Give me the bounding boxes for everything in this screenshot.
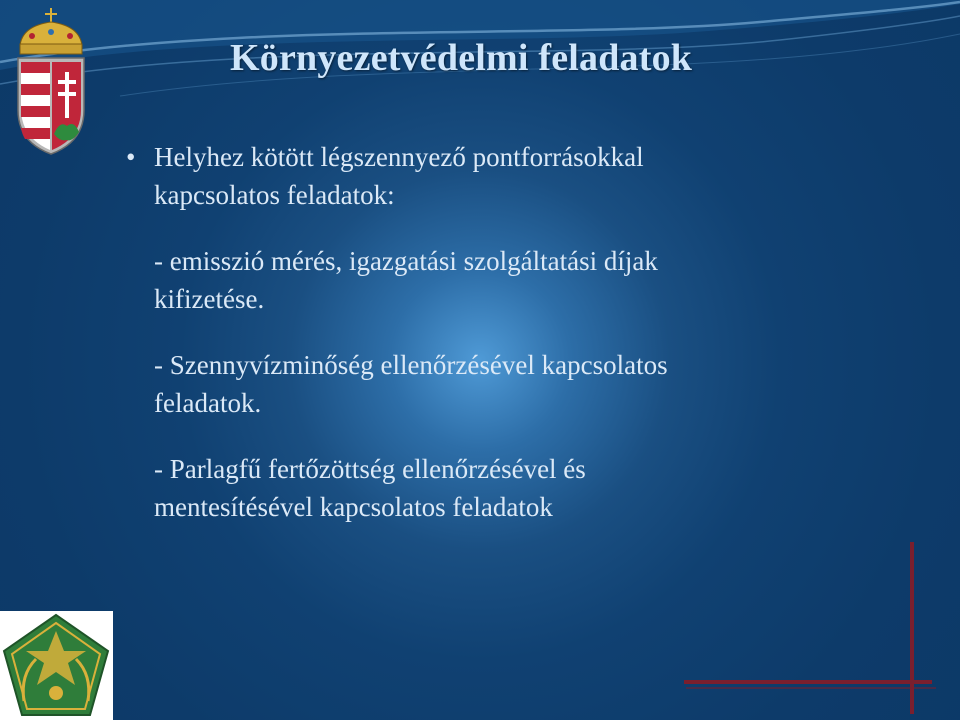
emblem-panel [0, 611, 113, 720]
bullet-item [126, 138, 826, 214]
sub-item-line-1: - Szennyvízminőség ellenőrzésével kapcsolatos [154, 350, 668, 380]
sub-item-ragweed [126, 450, 826, 526]
sub-item-line-2: feladatok. [154, 388, 262, 418]
slide-content [126, 138, 826, 526]
bullet-line-2: kapcsolatos feladatok: [154, 180, 395, 210]
sub-item-line-1: - Parlagfű fertőzöttség ellenőrzésével és [154, 454, 586, 484]
hungarian-coat-of-arms-icon [12, 6, 90, 156]
sub-item-emission [126, 242, 826, 318]
corner-accent-lines [680, 536, 960, 720]
agency-emblem-icon [0, 611, 113, 720]
sub-item-wastewater [126, 346, 826, 422]
sub-item-line-2: kifizetése. [154, 284, 265, 314]
slide-title: Környezetvédelmi feladatok [230, 37, 693, 79]
bullet-line-1: Helyhez kötött légszennyező pontforrásokkal [154, 142, 644, 172]
sub-item-line-2: mentesítésével kapcsolatos feladatok [154, 492, 553, 522]
sub-item-line-1: - emisszió mérés, igazgatási szolgáltatási díjak [154, 246, 658, 276]
